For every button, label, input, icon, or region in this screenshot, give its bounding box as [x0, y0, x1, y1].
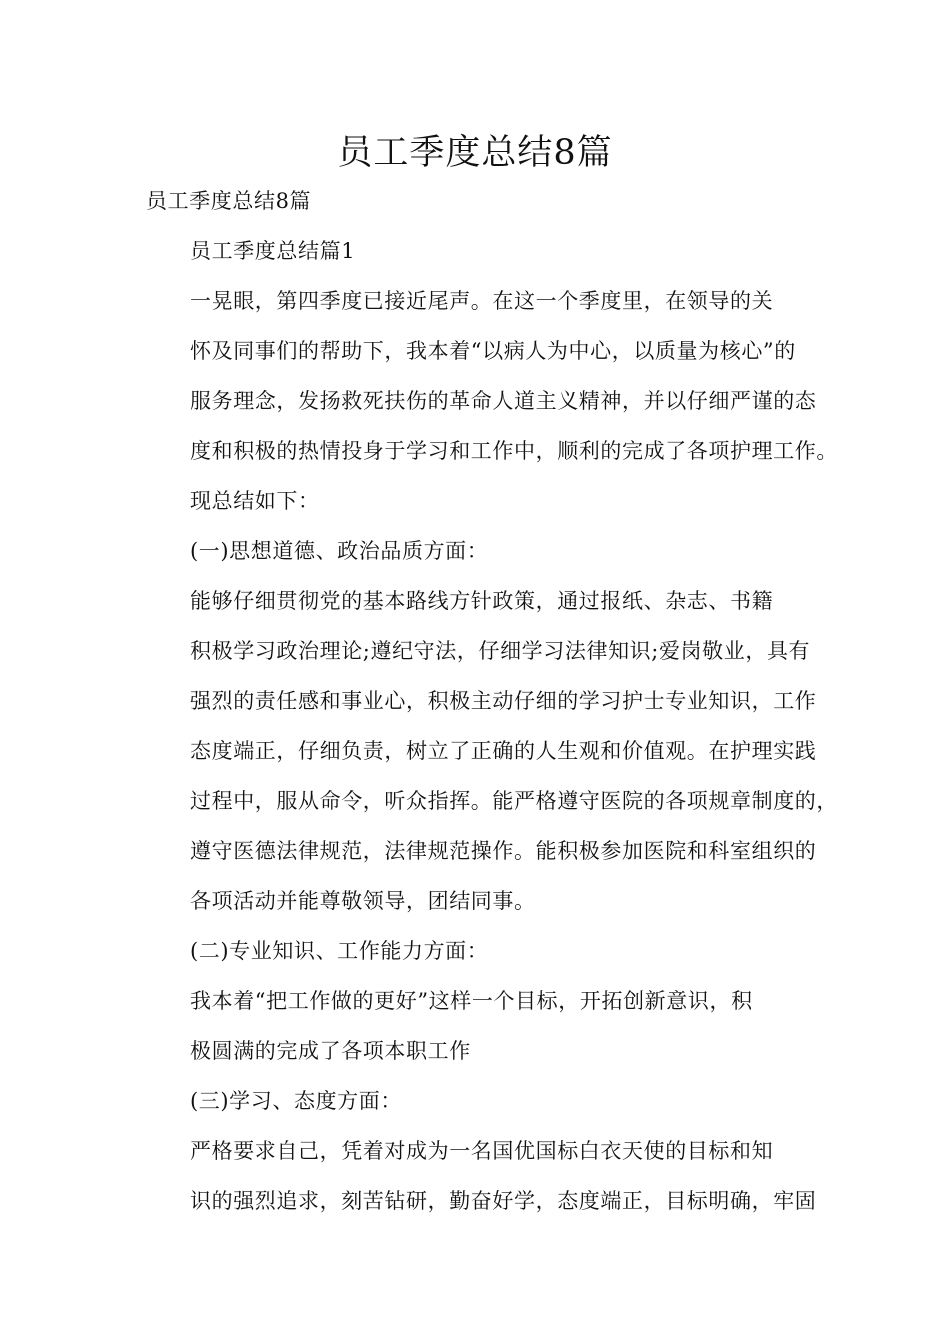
text-line: 遵守医德法律规范，法律规范操作。能积极参加医院和科室组织的: [190, 839, 817, 863]
text-line: 一晃眼，第四季度已接近尾声。在这一个季度里，在领导的关: [190, 289, 774, 313]
paragraph: [146, 1126, 817, 1226]
text-line: 极圆满的完成了各项本职工作: [190, 1039, 471, 1063]
document-body: [146, 176, 838, 1226]
text-line: 现总结如下：: [190, 489, 320, 513]
text-line: 严格要求自己，凭着对成为一名国优国标白衣天使的目标和知: [190, 1139, 774, 1163]
text-line: 员工季度总结8篇: [146, 189, 312, 213]
text-line: 怀及同事们的帮助下，我本着“以病人为中心，以质量为核心”的: [190, 339, 796, 363]
text-line: 度和积极的热情投身于学习和工作中，顺利的完成了各项护理工作。: [190, 439, 838, 463]
text-line: (三)学习、态度方面：: [190, 1089, 402, 1113]
text-line: 各项活动并能尊敬领导，团结同事。: [190, 889, 536, 913]
paragraph: [146, 526, 811, 576]
paragraph: [146, 976, 811, 1076]
paragraph: [146, 276, 838, 526]
text-line: 积极学习政治理论;遵纪守法，仔细学习法律知识;爱岗敬业，具有: [190, 639, 811, 663]
text-line: 识的强烈追求，刻苦钻研，勤奋好学，态度端正，目标明确，牢固: [190, 1189, 817, 1213]
paragraph: [146, 176, 811, 226]
text-line: 我本着“把工作做的更好”这样一个目标，开拓创新意识，积: [190, 989, 753, 1013]
text-line: 服务理念，发扬救死扶伤的革命人道主义精神，并以仔细严谨的态: [190, 389, 817, 413]
paragraph: [146, 576, 838, 926]
text-line: (二)专业知识、工作能力方面：: [190, 939, 489, 963]
paragraph: [146, 1076, 811, 1126]
text-line: (一)思想道德、政治品质方面：: [190, 539, 489, 563]
paragraph: [146, 226, 811, 276]
text-line: 过程中，服从命令，听众指挥。能严格遵守医院的各项规章制度的，: [190, 789, 838, 813]
paragraph: [146, 926, 811, 976]
text-line: 强烈的责任感和事业心，积极主动仔细的学习护士专业知识，工作: [190, 689, 817, 713]
document-title: 员工季度总结8篇: [337, 133, 613, 173]
text-line: 员工季度总结篇1: [190, 239, 356, 263]
text-line: 能够仔细贯彻党的基本路线方针政策，通过报纸、杂志、书籍: [190, 589, 774, 613]
text-line: 态度端正，仔细负责，树立了正确的人生观和价值观。在护理实践: [190, 739, 817, 763]
